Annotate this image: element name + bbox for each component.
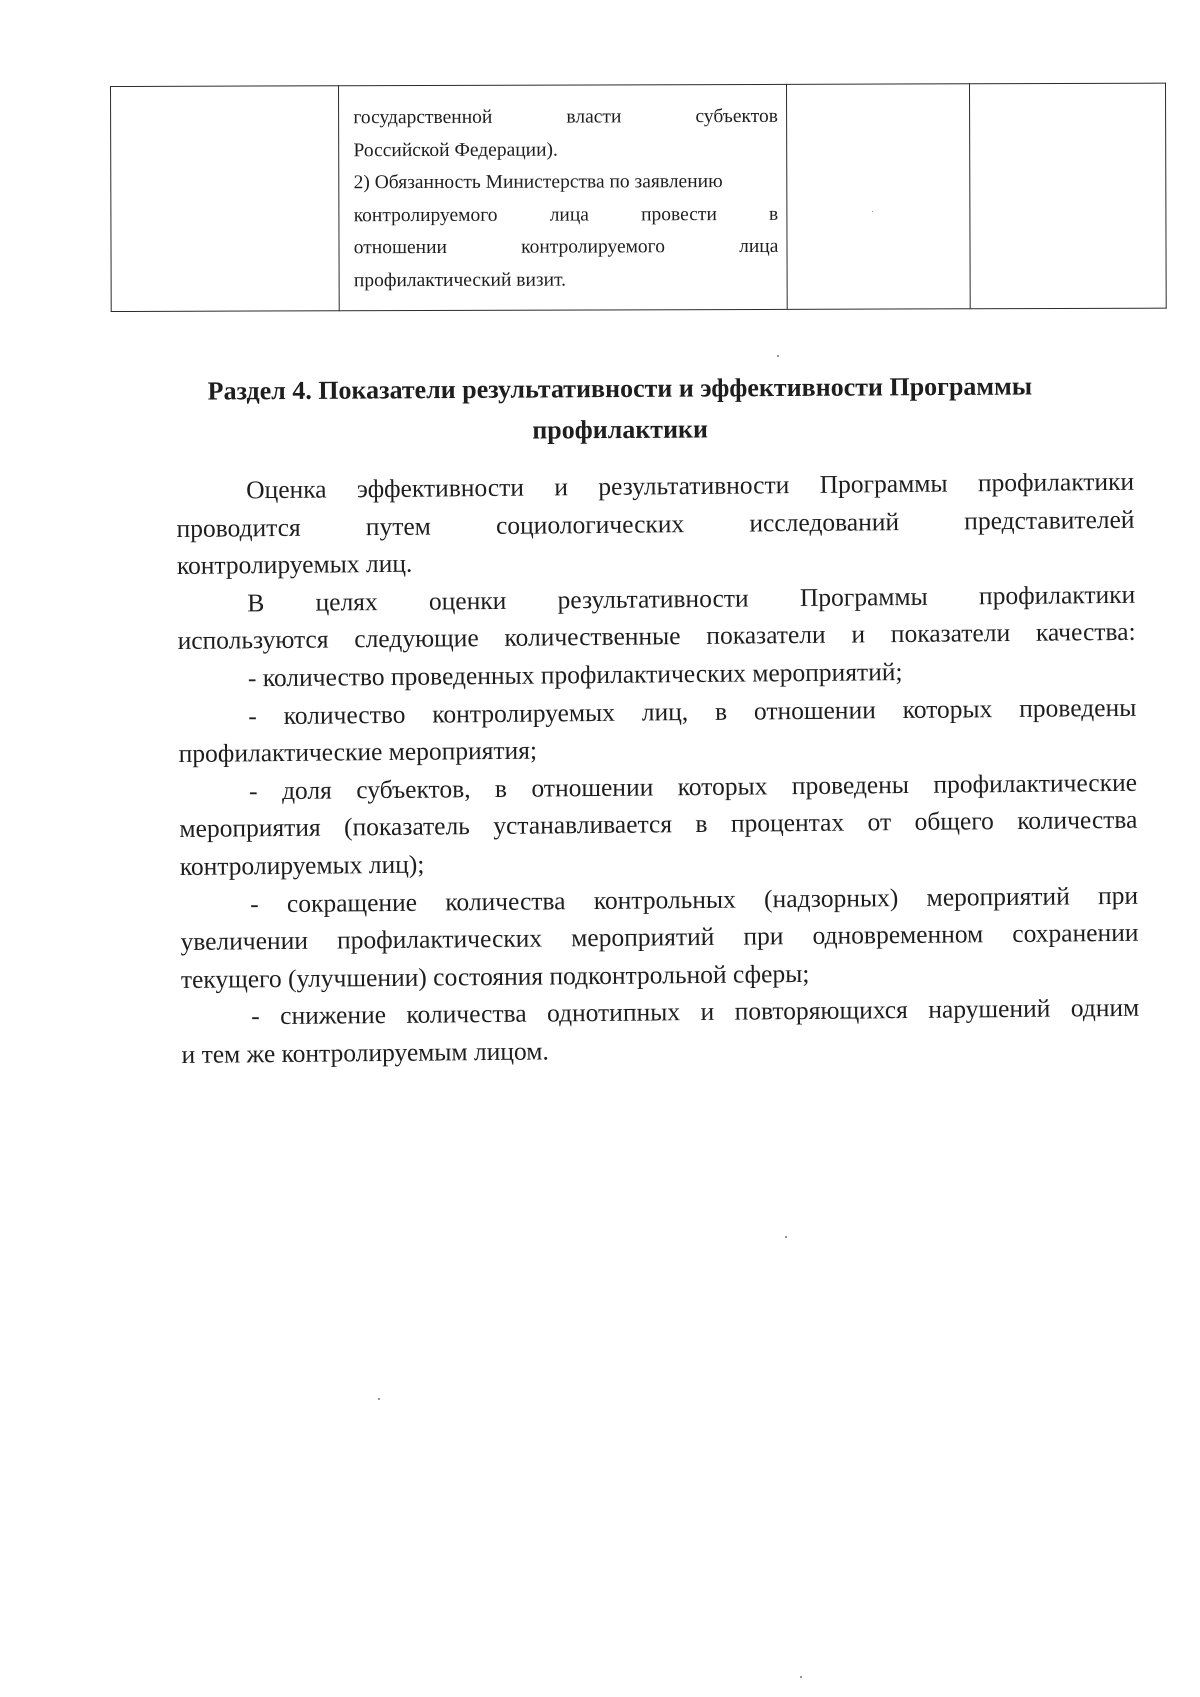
table-cell-2 bbox=[339, 84, 787, 310]
list-item-line: увеличении профилактических мероприятий при одновременном сохранении bbox=[180, 917, 1139, 957]
scan-speck bbox=[872, 211, 873, 212]
paragraph-line: В целях оценки результативности Программы профилактики bbox=[247, 579, 1136, 618]
list-item-line: контролируемых лиц); bbox=[179, 849, 425, 881]
list-item-line: текущего (улучшении) состояния подконтрольной сферы; bbox=[180, 958, 810, 994]
list-item-line: мероприятия (показатель устанавливается в процентах от общего количества bbox=[179, 805, 1138, 844]
list-item-line: - количество проведенных профилактических мероприятий; bbox=[247, 657, 903, 693]
section-heading bbox=[160, 365, 1080, 453]
list-item-line: - снижение количества однотипных и повторяющихся нарушений одним bbox=[251, 993, 1140, 1031]
table-row bbox=[111, 83, 1167, 311]
table-cell-1 bbox=[111, 86, 340, 312]
list-item-line: - доля субъектов, в отношении которых проведены профилактические bbox=[248, 767, 1138, 806]
section-body bbox=[176, 463, 1140, 1074]
paragraph-line: Оценка эффективности и результативности Программы профилактики bbox=[246, 466, 1135, 505]
table-fragment bbox=[110, 83, 1167, 312]
list-item-line: - сокращение количества контрольных (надзорных) мероприятий при bbox=[250, 880, 1139, 918]
list-item-line: и тем же контролируемым лицом. bbox=[181, 1036, 549, 1069]
paragraph-line: используются следующие количественные показатели и показатели качества: bbox=[177, 617, 1136, 656]
table-cell-text bbox=[339, 85, 786, 297]
list-item-line: - количество контролируемых лиц, в отношении которых проведены bbox=[248, 692, 1137, 730]
scan-speck bbox=[800, 1676, 802, 1678]
scan-speck bbox=[785, 1236, 787, 1238]
scan-speck bbox=[777, 355, 779, 357]
scan-speck bbox=[378, 1398, 380, 1400]
cell-line: контролируемого лица провести в bbox=[353, 203, 779, 226]
cell-line: отношении контролируемого лица bbox=[353, 235, 779, 259]
list-item-line: профилактические мероприятия; bbox=[178, 735, 538, 769]
heading-line-2: профилактики bbox=[532, 414, 709, 445]
paragraph-line: контролируемых лиц. bbox=[176, 548, 413, 581]
table-cell-4 bbox=[970, 83, 1166, 309]
cell-line: 2) Обязанность Министерства по заявлению bbox=[353, 171, 723, 194]
cell-line: профилактический визит. bbox=[353, 269, 567, 291]
cell-line: Российской Федерации). bbox=[353, 139, 558, 161]
heading-line-1: Раздел 4. Показатели результативности и эффективности Программы bbox=[207, 371, 1033, 406]
table-cell-3 bbox=[786, 84, 970, 310]
paragraph-line: проводится путем социологических исследований представителей bbox=[176, 504, 1135, 543]
cell-line: государственной власти субъектов bbox=[353, 105, 778, 129]
